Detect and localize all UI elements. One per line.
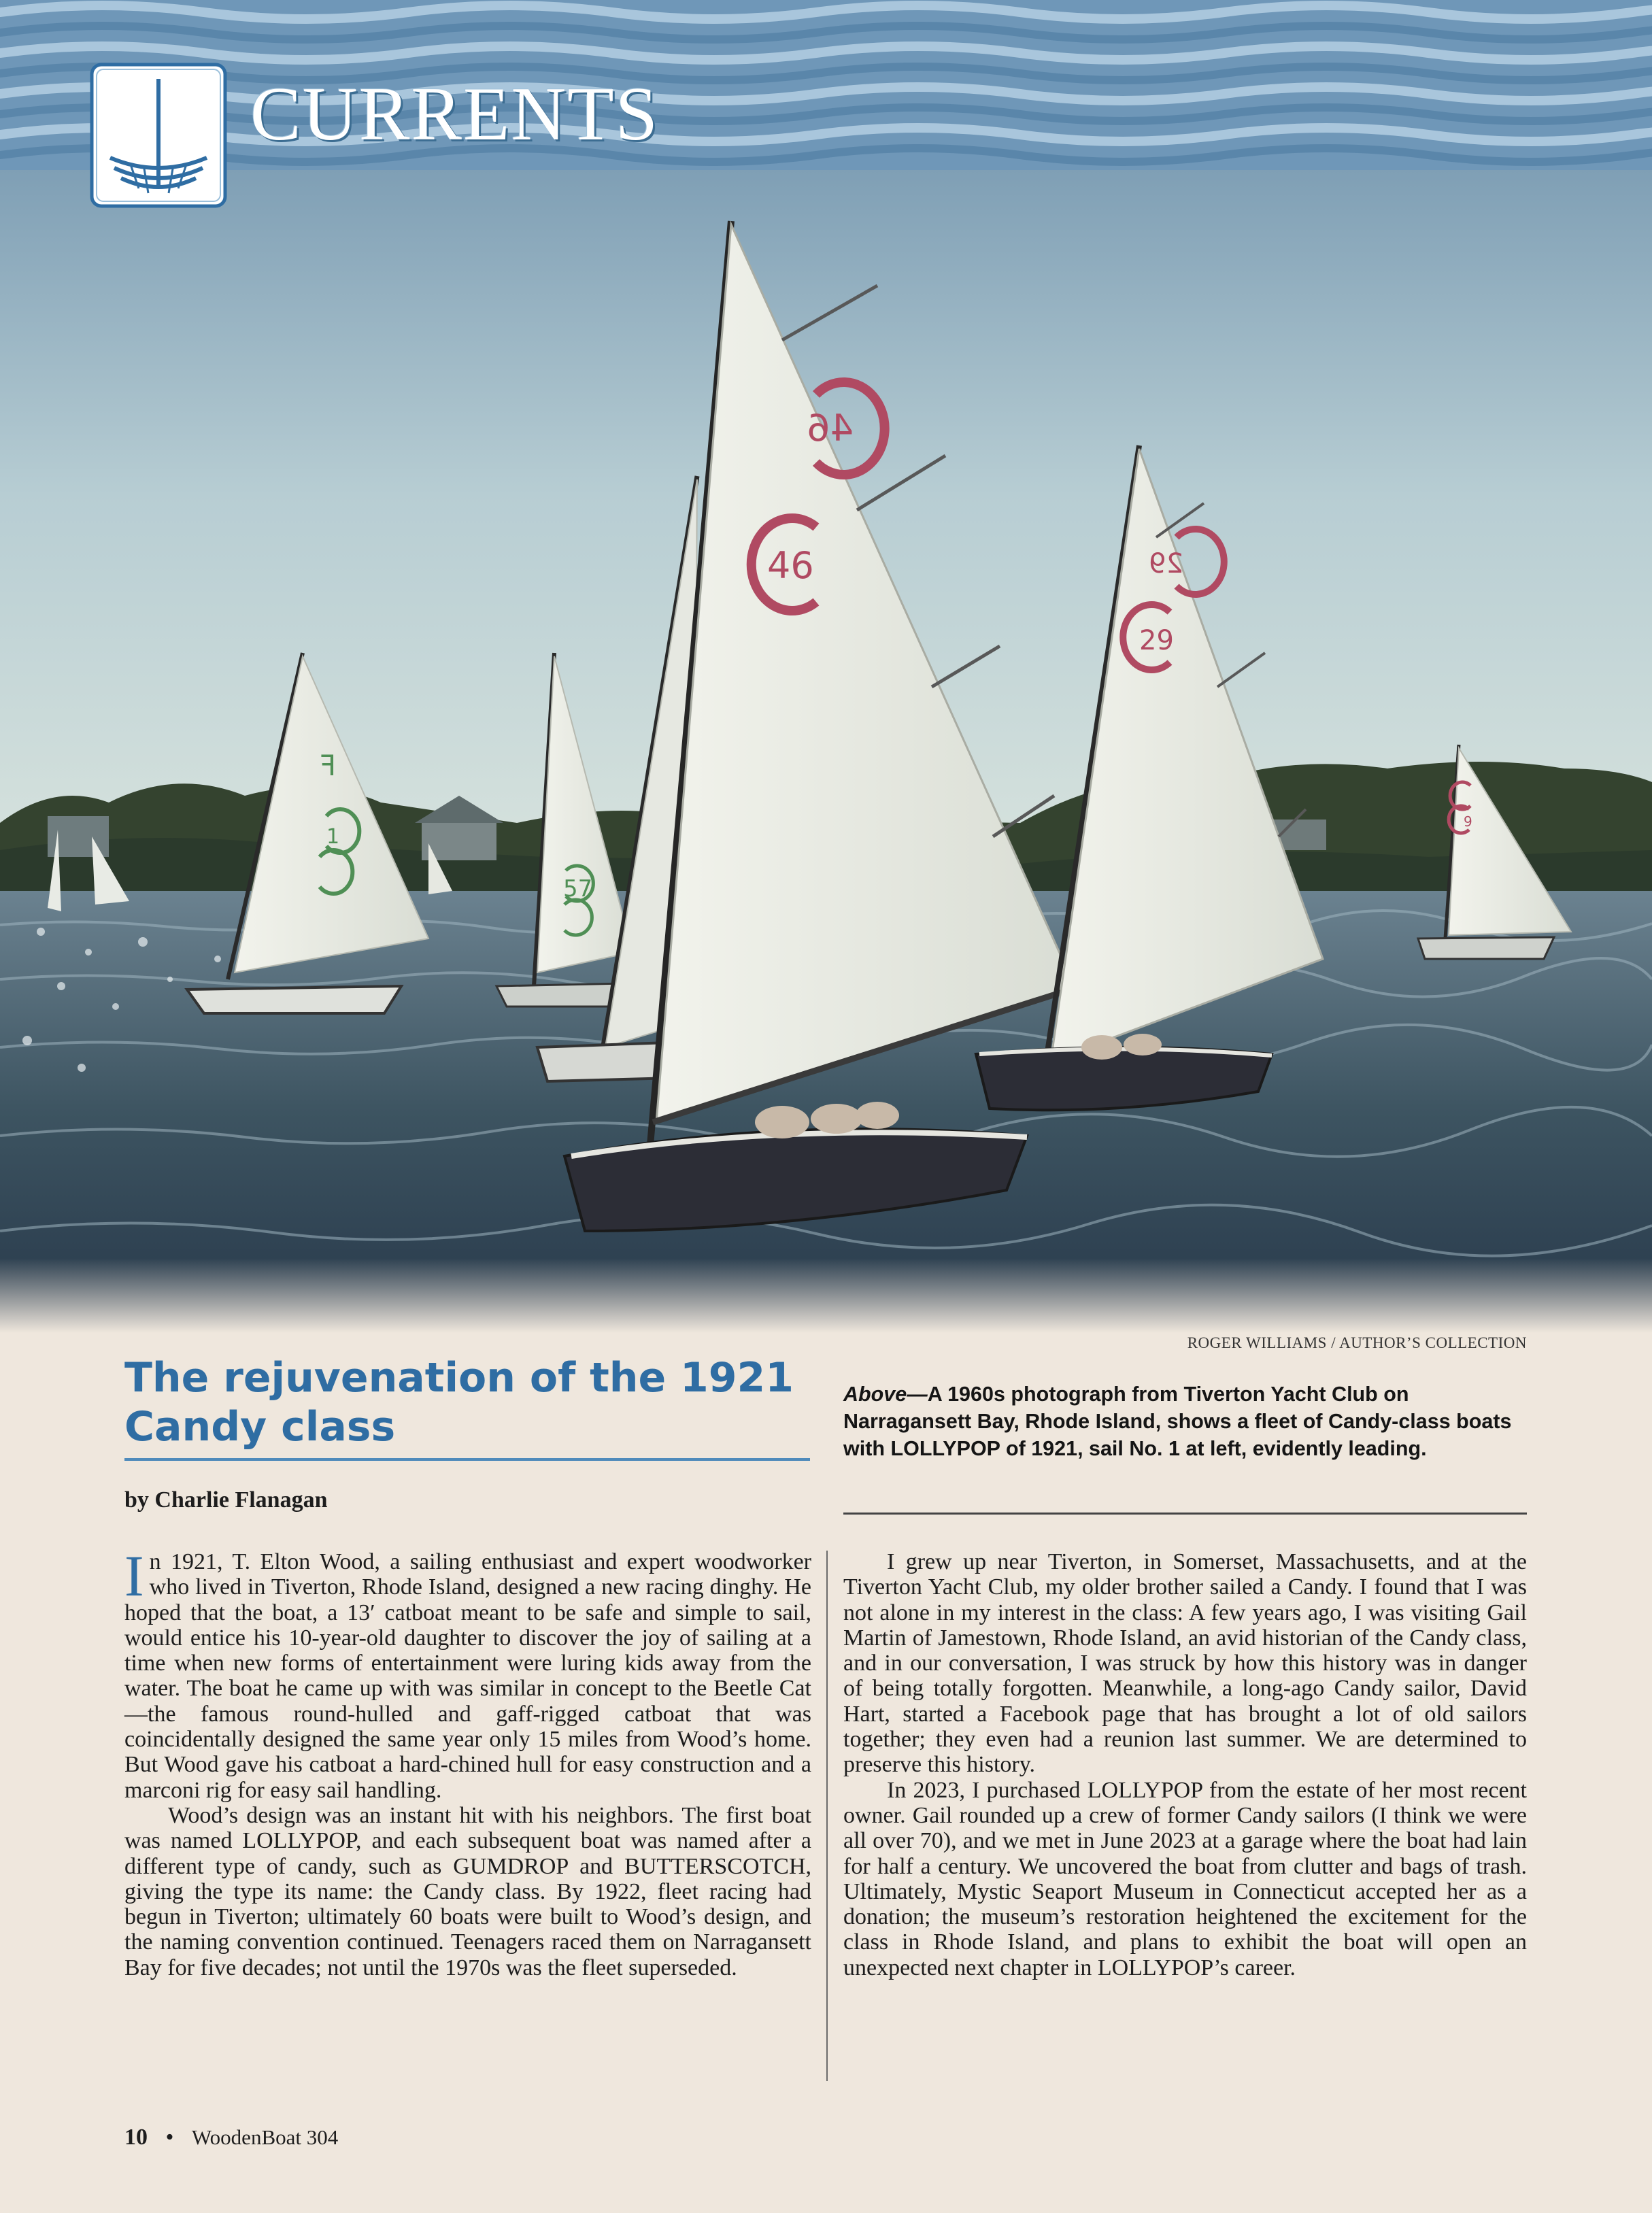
caption-lead: Above— bbox=[843, 1383, 928, 1406]
svg-text:29: 29 bbox=[1139, 625, 1174, 656]
publication-name: WoodenBoat 304 bbox=[191, 2125, 339, 2149]
paragraph: I grew up near Tiverton, in Somerset, Massachusetts, and at the Tiverton Yacht Club, my older brother sailed a Candy. I found that I was not alone in my interest in the class: A few years ago, I was visiting Gail Martin of Jamestown, Rhode Island, an avid historian of the Candy class, and in our conversation, I was struck by how this history was in danger of being totally forgotten. Meanwhile, a long-ago Candy sailor, David Hart, started a Facebook page that has brought a lot of old sailors together; they even had a reunion last summer. We are determined to preserve this history. bbox=[843, 1549, 1527, 1778]
sailboat-fleet-photo bbox=[0, 170, 1652, 1333]
caption-rule bbox=[843, 1513, 1527, 1515]
article-headline: The rejuvenation of the 1921 Candy class bbox=[124, 1354, 794, 1451]
svg-text:9: 9 bbox=[1464, 813, 1472, 830]
page-footer bbox=[124, 2125, 338, 2150]
byline: by Charlie Flanagan bbox=[124, 1487, 328, 1513]
photo-caption bbox=[843, 1381, 1523, 1462]
svg-text:57: 57 bbox=[563, 875, 593, 902]
paragraph: In 1921, T. Elton Wood, a sailing enthusiast and expert woodworker who lived in Tiverton, Rhode Island, designed a new racing dinghy. He hoped that the boat, a 13′ catboat meant to be safe and simple to sail, would entice his 10-year-old daughter to discover the joy of sailing at a time when new forms of entertainment were luring kids away from the water. The boat he came up with was similar in concept to the Beetle Cat—the famous round-hulled and gaff-rigged catboat that was coincidentally designed the same year only 15 miles from Wood’s home. But Wood gave his catboat a hard-chined hull for easy construction and a marconi rig for easy sail handling. bbox=[124, 1543, 811, 1803]
column-divider bbox=[826, 1551, 828, 2081]
section-title: CURRENTS bbox=[250, 72, 659, 156]
article-column-left bbox=[124, 1543, 811, 1980]
paragraph: Wood’s design was an instant hit with his neighbors. The first boat was named LOLLYPOP, and each subsequent boat was named after a different type of candy, such as GUMDROP and BUTTERSCOTCH, giving the type its name: the Candy class. By 1922, fleet racing had begun in Tiverton; ultimately 60 boats were built to Wood’s design, and the naming convention continued. Teenagers raced them on Narragansett Bay for five decades; not until the 1970s was the fleet superseded. bbox=[124, 1802, 811, 1980]
svg-text:ꟻ: ꟻ bbox=[320, 749, 337, 782]
caption-body: A 1960s photograph from Tiverton Yacht Club on Narragansett Bay, Rhode Island, shows a fleet of Candy-class boats with LOLLYPOP of 1921, sail No. 1 at left, evidently leading. bbox=[843, 1383, 1512, 1460]
boat-hull-icon bbox=[90, 63, 227, 208]
svg-text:1: 1 bbox=[326, 825, 340, 849]
drop-cap: I bbox=[124, 1543, 144, 1608]
svg-text:46: 46 bbox=[807, 407, 854, 450]
header-banner bbox=[0, 0, 1652, 177]
photo-credit: ROGER WILLIAMS / AUTHOR’S COLLECTION bbox=[1187, 1334, 1527, 1351]
footer-separator: • bbox=[165, 2125, 174, 2150]
headline-rule bbox=[124, 1458, 810, 1461]
page-number: 10 bbox=[124, 2125, 148, 2150]
paragraph: In 2023, I purchased LOLLYPOP from the estate of her most recent owner. Gail rounded up a crew of former Candy sailors (I think we were all over 70), and we met in June 2023 at a garage where the boat had lain for half a century. We uncovered the boat from clutter and bags of trash. Ultimately, Mystic Seaport Museum in Connecticut accepted her as a donation; the museum’s restoration heightened the excitement for the class in Rhode Island, and plans to exhibit the boat will open an unexpected next chapter in LOLLYPOP’s career. bbox=[843, 1777, 1527, 1980]
article-column-right bbox=[843, 1549, 1527, 1980]
svg-text:46: 46 bbox=[767, 544, 814, 587]
svg-text:29: 29 bbox=[1149, 548, 1183, 579]
